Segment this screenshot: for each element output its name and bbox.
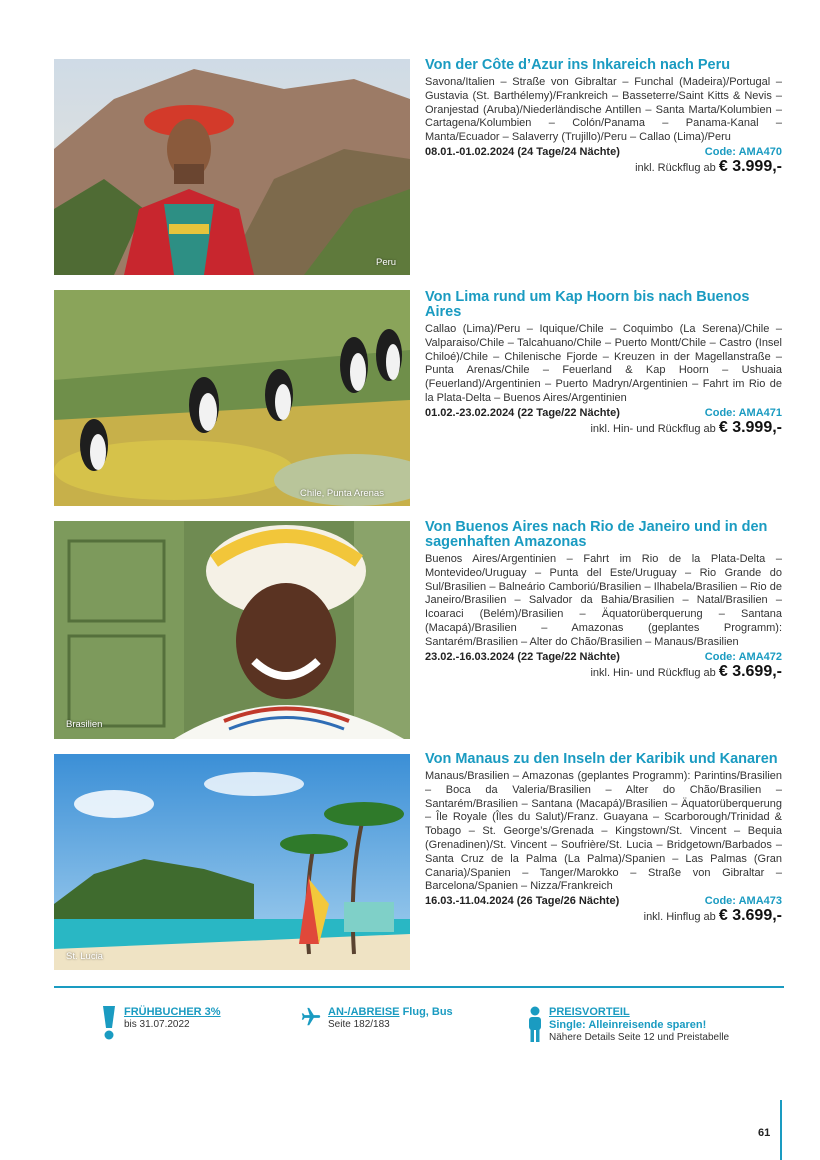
offer-code: Code: AMA471 [704, 406, 782, 419]
photo-caption: St. Lucia [66, 951, 103, 962]
offer-route: Buenos Aires/Argentinien – Fahrt im Rio de la Plata-Delta – Montevideo/Uruguay – Punta del Este/Uruguay – Rio Grande do Sul/Brasilien – Balneário Camboriú/Brasilien – Ilhabela/Brasilien – Rio de Janeiro/Brasilien – Salvador da Bahia/Brasilien – Natal/Brasilien – Icoaraci (Belém)/Brasilien – Äquatorüberquerung – Santana (Macapá)/Brasilien – Amazonas (geplantes Programm): Santarém/Brasilien – Alter do Chão/Brasilien – Manaus/Brasilien [425, 553, 782, 648]
offer-code: Code: AMA472 [704, 650, 782, 663]
offer-block [425, 290, 782, 437]
offer-dates: 23.02.-16.03.2024 (22 Tage/22 Nächte) [425, 650, 620, 663]
offer-dates: 01.02.-23.02.2024 (22 Tage/22 Nächte) [425, 406, 620, 419]
photo-caption: Peru [376, 257, 397, 268]
page-number: 61 [758, 1127, 771, 1139]
offer-route: Manaus/Brasilien – Amazonas (geplantes Programm): Parintins/Brasilien – Boca da Valeria/Brasilien – Alter do Chão/Brasilien – Santarém/Brasilien – Santana (Macapá)/Brasilien – Äquatorüberquerung – Île Royale (Îles du Salut)/Franz. Guayana – Scarborough/Trinidad & Tobago – St. George’s/Grenada – Kingstown/St. Vincent – Bequia (Grenadinen)/St. Vincent – Soufrière/St. Lucia – Bridgetown/Barbados – Santa Cruz de la Palma (La Palma)/Spanien – Las Palmas (Gran Canaria)/Spanien – Tanger/Marokko – Straße von Gibraltar – Barcelona/Spanien – Nizza/Frankreich [425, 770, 782, 893]
offer-price-note: inkl. Rückflug ab [635, 161, 716, 174]
offer-price: € 3.999,- [718, 157, 782, 175]
travel-sub: Seite 182/183 [328, 1019, 390, 1030]
offer-price-row [425, 664, 782, 681]
offer-price-row [425, 420, 782, 437]
photo-caption: Chile, Punta Arenas [300, 488, 384, 499]
offer-price: € 3.999,- [718, 418, 782, 436]
person-icon [527, 1006, 543, 1047]
offer-code: Code: AMA473 [704, 895, 782, 908]
offer-route: Callao (Lima)/Peru – Iquique/Chile – Coquimbo (La Serena)/Chile – Valparaiso/Chile – Talcahuano/Chile – Puerto Montt/Chile – Castro (Insel Chiloé)/Chile – Chilenische Fjorde – Kreuzen in der Magellanstraße – Punta Arenas/Chile – Feuerland & Kap Hoorn – Ushuaia (Feuerland)/Argentinien – Puerto Madryn/Argentinien – Fahrt im Rio de la Plata-Delta – Buenos Aires/Argentinien [425, 323, 782, 404]
footer-divider [54, 986, 784, 988]
early-booking-sub: bis 31.07.2022 [124, 1019, 190, 1030]
offer-date-row [425, 894, 782, 908]
offer-dates: 08.01.-01.02.2024 (24 Tage/24 Nächte) [425, 145, 620, 158]
offer-date-row [425, 145, 782, 159]
photo-penguins [54, 290, 410, 506]
travel-title: AN-/ABREISE Flug, Bus [328, 1006, 453, 1018]
early-booking-info [100, 1006, 221, 1045]
early-booking-title: FRÜHBUCHER 3% [124, 1006, 221, 1018]
exclamation-icon [100, 1006, 118, 1045]
offer-date-row [425, 650, 782, 664]
offer-price-note: inkl. Hinflug ab [643, 911, 716, 924]
price-advantage-title: PREISVORTEIL [549, 1006, 630, 1018]
offer-title: Von Manaus zu den Inseln der Karibik und Kanaren [425, 751, 778, 767]
offer-block [425, 58, 782, 176]
offer-route: Savona/Italien – Straße von Gibraltar – Funchal (Madeira)/Portugal – Gustavia (St. Barthélemy)/Frankreich – Basseterre/Saint Kitts & Nevis – Oranjestad (Aruba)/Niederländische Antillen – Santa Marta/Kolumbien – Cartagena/Kolumbien – Colón/Panama – Panama-Kanal – Manta/Ecuador – Salaverry (Trujillo)/Peru – Callao (Lima)/Peru [425, 76, 782, 144]
offer-price: € 3.699,- [718, 662, 782, 680]
price-advantage-info [527, 1006, 729, 1047]
offer-price-row [425, 159, 782, 176]
photo-caption: Brasilien [66, 719, 103, 730]
page-number-line [780, 1100, 782, 1160]
offer-title: Von Buenos Aires nach Rio de Janeiro und in den sagenhaften Amazonas [425, 519, 768, 550]
travel-info [300, 1006, 453, 1033]
airplane-icon [300, 1006, 322, 1033]
photo-peru [54, 59, 410, 275]
photo-brasilien [54, 521, 410, 739]
offer-block [425, 752, 782, 925]
price-advantage-sub: Nähere Details Seite 12 und Preistabelle [549, 1032, 730, 1043]
offer-date-row [425, 406, 782, 420]
price-advantage-line2: Single: Alleinreisende sparen! [549, 1019, 707, 1031]
offer-block [425, 520, 782, 681]
offer-title: Von der Côte d’Azur ins Inkareich nach Peru [425, 57, 731, 73]
offer-price-note: inkl. Hin- und Rückflug ab [590, 666, 716, 679]
photo-st-lucia [54, 754, 410, 970]
offer-title: Von Lima rund um Kap Hoorn bis nach Buenos Aires [425, 289, 750, 320]
offer-dates: 16.03.-11.04.2024 (26 Tage/26 Nächte) [425, 895, 620, 908]
offer-price: € 3.699,- [718, 907, 782, 925]
offer-price-row [425, 908, 782, 925]
offer-price-note: inkl. Hin- und Rückflug ab [590, 422, 716, 435]
offer-code: Code: AMA470 [704, 145, 782, 158]
